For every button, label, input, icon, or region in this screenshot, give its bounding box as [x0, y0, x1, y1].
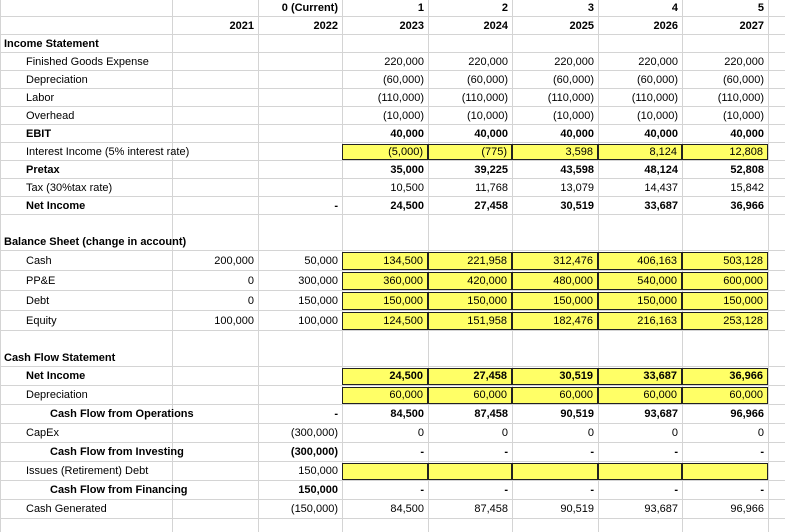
row-label[interactable]: Depreciation — [26, 389, 88, 401]
table-row — [0, 311, 785, 331]
value-cell[interactable]: 253,128 — [682, 312, 768, 330]
value-cell[interactable]: 27,458 — [428, 368, 512, 385]
value-cell[interactable]: (110,000) — [717, 91, 764, 104]
value-cell[interactable]: 35,000 — [390, 163, 424, 176]
value-cell[interactable]: 12,808 — [682, 144, 768, 160]
section-title-row — [0, 349, 785, 367]
year-label-cell[interactable]: 2024 — [483, 19, 508, 32]
value-cell[interactable]: 60,000 — [598, 387, 682, 404]
row-label[interactable]: Cash Flow from Financing — [50, 484, 188, 496]
value-cell[interactable] — [172, 405, 258, 424]
value-cell[interactable] — [258, 386, 342, 405]
table-row — [0, 197, 785, 215]
period-label-cell[interactable] — [172, 0, 258, 17]
value-cell[interactable]: 87,458 — [474, 503, 508, 515]
year-label-cell[interactable]: 2021 — [229, 19, 254, 32]
value-cell[interactable] — [258, 107, 342, 125]
row-label[interactable]: Cash — [26, 254, 52, 267]
value-cell[interactable] — [512, 463, 598, 480]
table-row — [0, 500, 785, 519]
row-label[interactable]: EBIT — [26, 127, 52, 140]
value-cell[interactable]: 312,476 — [512, 252, 598, 270]
value-cell[interactable]: - — [760, 484, 764, 496]
value-cell[interactable]: (60,000) — [723, 73, 764, 86]
table-row — [0, 53, 785, 71]
value-cell[interactable]: 150,000 — [298, 484, 338, 496]
value-cell[interactable]: 3,598 — [512, 144, 598, 160]
value-cell[interactable]: 220,000 — [468, 55, 508, 68]
row-label[interactable]: Issues (Retirement) Debt — [26, 465, 149, 477]
period-label-cell[interactable]: 2 — [501, 2, 508, 14]
row-label[interactable]: CapEx — [26, 427, 60, 439]
value-cell[interactable]: 15,842 — [730, 181, 764, 194]
value-cell[interactable]: 480,000 — [512, 272, 598, 290]
value-cell[interactable]: 0 — [501, 427, 508, 439]
value-cell[interactable]: 60,000 — [682, 387, 768, 404]
value-cell[interactable]: - — [674, 484, 678, 496]
value-cell[interactable]: (300,000) — [290, 427, 338, 439]
year-label-cell[interactable]: 2023 — [399, 19, 424, 32]
row-label[interactable]: Cash Flow from Operations — [50, 408, 194, 420]
value-cell[interactable]: 150,000 — [512, 292, 598, 310]
row-label[interactable]: Overhead — [26, 109, 75, 122]
value-cell[interactable]: 30,519 — [512, 368, 598, 385]
value-cell[interactable]: 60,000 — [512, 387, 598, 404]
section-title-row — [0, 35, 785, 53]
value-cell[interactable] — [172, 125, 258, 143]
value-cell[interactable]: 8,124 — [598, 144, 682, 160]
value-cell[interactable]: (60,000) — [467, 73, 508, 86]
value-cell[interactable]: 420,000 — [428, 272, 512, 290]
table-row — [0, 143, 785, 161]
value-cell[interactable]: 96,966 — [730, 408, 764, 420]
table-row — [0, 107, 785, 125]
value-cell[interactable]: - — [504, 484, 508, 496]
value-cell[interactable]: 150,000 — [298, 294, 338, 307]
value-cell[interactable] — [172, 443, 258, 462]
row-label[interactable]: Depreciation — [26, 73, 88, 86]
value-cell[interactable] — [172, 179, 258, 197]
value-cell[interactable] — [172, 53, 258, 71]
value-cell[interactable]: 24,500 — [390, 199, 424, 212]
value-cell[interactable] — [682, 463, 768, 480]
period-label-cell[interactable]: 3 — [587, 2, 594, 14]
period-label-cell[interactable]: 1 — [417, 2, 424, 14]
value-cell[interactable]: (10,000) — [723, 109, 764, 122]
value-cell[interactable]: 150,000 — [428, 292, 512, 310]
value-cell[interactable]: (300,000) — [290, 446, 338, 458]
value-cell[interactable]: 406,163 — [598, 252, 682, 270]
value-cell[interactable]: 40,000 — [560, 127, 594, 140]
value-cell[interactable] — [342, 463, 428, 480]
value-cell[interactable]: - — [420, 446, 424, 458]
value-cell[interactable]: (10,000) — [383, 109, 424, 122]
value-cell[interactable]: - — [420, 484, 424, 496]
value-cell[interactable]: 503,128 — [682, 252, 768, 270]
value-cell[interactable] — [258, 179, 342, 197]
value-cell[interactable]: 84,500 — [390, 408, 424, 420]
value-cell[interactable]: 220,000 — [638, 55, 678, 68]
row-label[interactable]: Net Income — [26, 199, 86, 212]
value-cell[interactable]: 13,079 — [560, 181, 594, 194]
value-cell[interactable]: 221,958 — [428, 252, 512, 270]
value-cell[interactable]: 60,000 — [428, 387, 512, 404]
value-cell[interactable]: 36,966 — [682, 368, 768, 385]
value-cell[interactable] — [172, 107, 258, 125]
value-cell[interactable]: (5,000) — [342, 144, 428, 160]
value-cell[interactable]: - — [334, 199, 338, 212]
row-label[interactable]: Labor — [26, 91, 55, 104]
value-cell[interactable]: 43,598 — [560, 163, 594, 176]
grid-line-horizontal — [0, 518, 785, 519]
value-cell[interactable]: 134,500 — [342, 252, 428, 270]
value-cell[interactable] — [598, 463, 682, 480]
value-cell[interactable] — [172, 424, 258, 443]
value-cell[interactable]: 39,225 — [474, 163, 508, 176]
value-cell[interactable]: 0 — [587, 427, 594, 439]
value-cell[interactable]: 151,958 — [428, 312, 512, 330]
header-row — [0, 0, 785, 17]
value-cell[interactable]: 360,000 — [342, 272, 428, 290]
period-label-cell[interactable]: 4 — [671, 2, 678, 14]
value-cell[interactable]: (10,000) — [467, 109, 508, 122]
value-cell[interactable]: 33,687 — [598, 368, 682, 385]
value-cell[interactable]: 90,519 — [560, 503, 594, 515]
table-row — [0, 291, 785, 311]
year-label-cell[interactable]: 2025 — [569, 19, 594, 32]
value-cell[interactable]: 93,687 — [644, 408, 678, 420]
value-cell[interactable]: 150,000 — [342, 292, 428, 310]
section-title-row — [0, 233, 785, 251]
row-label[interactable]: Cash Generated — [26, 503, 107, 515]
value-cell[interactable] — [172, 367, 258, 386]
row-label[interactable]: Cash Flow from Investing — [50, 446, 184, 458]
table-row — [0, 271, 785, 291]
value-cell[interactable]: 0 — [247, 274, 254, 287]
value-cell[interactable] — [258, 143, 342, 161]
value-cell[interactable]: 11,768 — [475, 181, 508, 194]
table-row — [0, 161, 785, 179]
value-cell[interactable] — [172, 386, 258, 405]
grid-line-horizontal — [0, 330, 785, 331]
value-cell[interactable]: 124,500 — [342, 312, 428, 330]
table-row — [0, 424, 785, 443]
table-row — [0, 386, 785, 405]
value-cell[interactable]: 220,000 — [554, 55, 594, 68]
value-cell[interactable]: 84,500 — [390, 503, 424, 515]
value-cell[interactable]: - — [590, 446, 594, 458]
value-cell[interactable] — [258, 161, 342, 179]
row-label[interactable]: Equity — [26, 314, 57, 327]
table-row — [0, 89, 785, 107]
value-cell[interactable] — [172, 481, 258, 500]
table-row — [0, 405, 785, 424]
value-cell[interactable]: 220,000 — [384, 55, 424, 68]
value-cell[interactable] — [172, 500, 258, 519]
value-cell[interactable]: (110,000) — [631, 91, 678, 104]
row-label[interactable]: Tax (30%tax rate) — [26, 181, 113, 194]
value-cell[interactable]: (110,000) — [547, 91, 594, 104]
value-cell[interactable]: - — [334, 408, 338, 420]
value-cell[interactable]: 40,000 — [730, 127, 764, 140]
value-cell[interactable]: 50,000 — [304, 254, 338, 267]
value-cell[interactable]: 24,500 — [342, 368, 428, 385]
table-row — [0, 125, 785, 143]
value-cell[interactable]: 40,000 — [474, 127, 508, 140]
value-cell[interactable]: 220,000 — [724, 55, 764, 68]
value-cell[interactable]: 40,000 — [390, 127, 424, 140]
value-cell[interactable]: - — [504, 446, 508, 458]
value-cell[interactable]: 0 — [757, 427, 764, 439]
value-cell[interactable]: (150,000) — [290, 503, 338, 515]
value-cell[interactable]: - — [590, 484, 594, 496]
value-cell[interactable]: 96,966 — [730, 503, 764, 515]
value-cell[interactable]: 0 — [417, 427, 424, 439]
section-title[interactable]: Cash Flow Statement — [4, 351, 116, 364]
value-cell[interactable]: 100,000 — [214, 314, 254, 327]
table-row — [0, 462, 785, 481]
year-label-cell[interactable]: 2022 — [313, 19, 338, 32]
value-cell[interactable]: - — [760, 446, 764, 458]
value-cell[interactable]: (775) — [428, 144, 512, 160]
period-label-cell[interactable]: 0 (Current) — [281, 2, 338, 14]
table-row — [0, 71, 785, 89]
value-cell[interactable] — [258, 71, 342, 89]
value-cell[interactable]: 150,000 — [598, 292, 682, 310]
value-cell[interactable] — [172, 161, 258, 179]
value-cell[interactable]: (110,000) — [461, 91, 508, 104]
value-cell[interactable] — [428, 463, 512, 480]
value-cell[interactable]: 300,000 — [298, 274, 338, 287]
value-cell[interactable]: 48,124 — [644, 163, 678, 176]
value-cell[interactable] — [172, 143, 258, 161]
value-cell[interactable]: (110,000) — [377, 91, 424, 104]
value-cell[interactable]: 150,000 — [298, 465, 338, 477]
value-cell[interactable] — [172, 71, 258, 89]
value-cell[interactable]: (60,000) — [637, 73, 678, 86]
value-cell[interactable]: 52,808 — [730, 163, 764, 176]
grid-line-horizontal — [0, 214, 785, 215]
value-cell[interactable]: 60,000 — [342, 387, 428, 404]
value-cell[interactable]: 216,163 — [598, 312, 682, 330]
value-cell[interactable]: 40,000 — [644, 127, 678, 140]
value-cell[interactable] — [172, 462, 258, 481]
value-cell[interactable]: 540,000 — [598, 272, 682, 290]
value-cell[interactable]: (60,000) — [383, 73, 424, 86]
value-cell[interactable]: 33,687 — [644, 199, 678, 212]
value-cell[interactable]: 87,458 — [474, 408, 508, 420]
value-cell[interactable] — [258, 53, 342, 71]
table-row — [0, 443, 785, 462]
value-cell[interactable] — [172, 89, 258, 107]
value-cell[interactable]: 0 — [247, 294, 254, 307]
row-label[interactable]: Pretax — [26, 163, 60, 176]
value-cell[interactable]: - — [674, 446, 678, 458]
value-cell[interactable] — [258, 89, 342, 107]
year-label-cell[interactable]: 2027 — [739, 19, 764, 32]
table-row — [0, 367, 785, 386]
value-cell[interactable] — [172, 197, 258, 215]
period-label-cell[interactable]: 5 — [757, 2, 764, 14]
section-title[interactable]: Income Statement — [4, 37, 99, 50]
value-cell[interactable]: 200,000 — [214, 254, 254, 267]
year-label-cell[interactable]: 2026 — [653, 19, 678, 32]
row-label[interactable]: Finished Goods Expense — [26, 55, 149, 68]
header-row — [0, 17, 785, 35]
value-cell[interactable]: 14,437 — [644, 181, 678, 194]
section-title[interactable]: Balance Sheet (change in account) — [4, 235, 187, 248]
value-cell[interactable]: (60,000) — [553, 73, 594, 86]
table-row — [0, 251, 785, 271]
row-label[interactable]: PP&E — [26, 274, 56, 287]
value-cell[interactable]: 30,519 — [560, 199, 594, 212]
value-cell[interactable]: 100,000 — [298, 314, 338, 327]
value-cell[interactable]: (10,000) — [553, 109, 594, 122]
table-row — [0, 481, 785, 500]
value-cell[interactable]: 0 — [671, 427, 678, 439]
table-row — [0, 179, 785, 197]
value-cell[interactable]: 27,458 — [474, 199, 508, 212]
row-label[interactable]: Net Income — [26, 370, 86, 382]
value-cell[interactable]: (10,000) — [637, 109, 678, 122]
value-cell[interactable]: 36,966 — [730, 199, 764, 212]
value-cell[interactable]: 93,687 — [644, 503, 678, 515]
value-cell[interactable]: 182,476 — [512, 312, 598, 330]
value-cell[interactable] — [258, 125, 342, 143]
value-cell[interactable]: 600,000 — [682, 272, 768, 290]
value-cell[interactable] — [258, 367, 342, 386]
value-cell[interactable]: 90,519 — [560, 408, 594, 420]
row-label[interactable]: Debt — [26, 294, 50, 307]
value-cell[interactable]: 150,000 — [682, 292, 768, 310]
value-cell[interactable]: 10,500 — [390, 181, 424, 194]
row-label[interactable]: Interest Income (5% interest rate) — [26, 145, 190, 158]
